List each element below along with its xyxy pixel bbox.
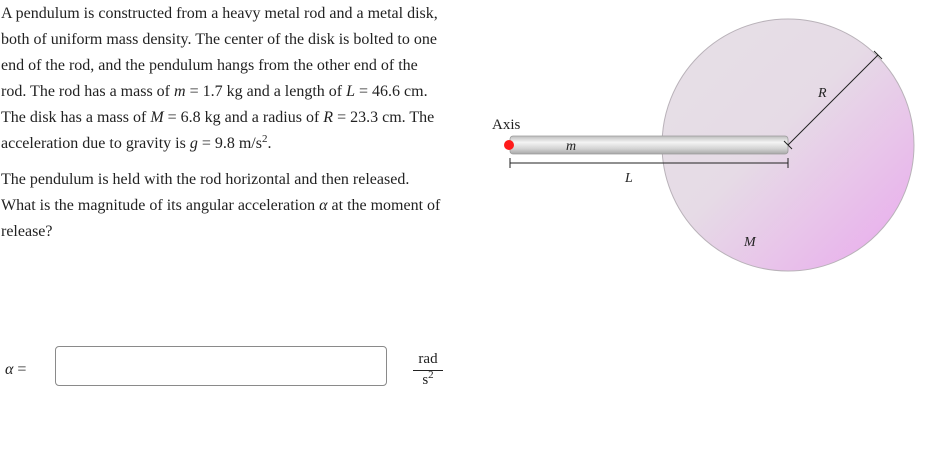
pendulum-diagram — [480, 0, 930, 290]
unit-numerator: rad — [418, 351, 438, 367]
problem-statement — [1, 1, 446, 245]
problem-paragraph-2 — [1, 167, 446, 245]
answer-unit — [413, 349, 443, 388]
var-g: g — [189, 135, 198, 152]
radius-label: R — [818, 86, 827, 101]
gravity-exponent: 2 — [261, 133, 268, 145]
length-label: L — [625, 171, 633, 186]
rod — [510, 136, 788, 154]
disk-radius-text: = 23.3 cm. The acceleration due to gravity is — [1, 109, 435, 152]
var-L: L — [346, 83, 356, 100]
unit-den-base: s — [422, 372, 429, 388]
answer-input[interactable] — [55, 346, 387, 386]
disk-mass-text: = 6.8 kg and a radius of — [163, 109, 324, 126]
unit-den-exponent: 2 — [428, 369, 434, 381]
answer-equals: = — [13, 361, 27, 378]
var-alpha: α — [319, 197, 328, 214]
var-M: M — [150, 109, 164, 126]
period: . — [267, 135, 272, 152]
disk-mass-label: M — [744, 235, 756, 250]
rod-mass-label: m — [566, 139, 577, 154]
var-R: R — [323, 109, 334, 126]
rod-length-text: = 46.6 cm. The disk has a mass of — [1, 83, 428, 126]
pivot-point — [504, 140, 514, 150]
rod-mass-text: = 1.7 kg and a length of — [185, 83, 347, 100]
question-text: The pendulum is held with the rod horizontal and then released. What is the magnitude of its angular acceleration — [1, 171, 410, 214]
question-end: at the moment of release? — [1, 197, 441, 240]
var-m: m — [174, 83, 186, 100]
answer-alpha-symbol: α — [5, 361, 14, 378]
axis-label: Axis — [492, 117, 521, 133]
problem-paragraph-1 — [1, 1, 446, 157]
problem-text: A pendulum is constructed from a heavy metal rod and a metal disk, both of uniform mass density. The center of the disk is bolted to one end of the rod, and the pendulum hangs from the other end of the rod. The rod has a mass of — [1, 5, 438, 100]
answer-label — [5, 361, 26, 379]
unit-denominator — [413, 369, 443, 388]
gravity-text: = 9.8 m/s — [197, 135, 262, 152]
